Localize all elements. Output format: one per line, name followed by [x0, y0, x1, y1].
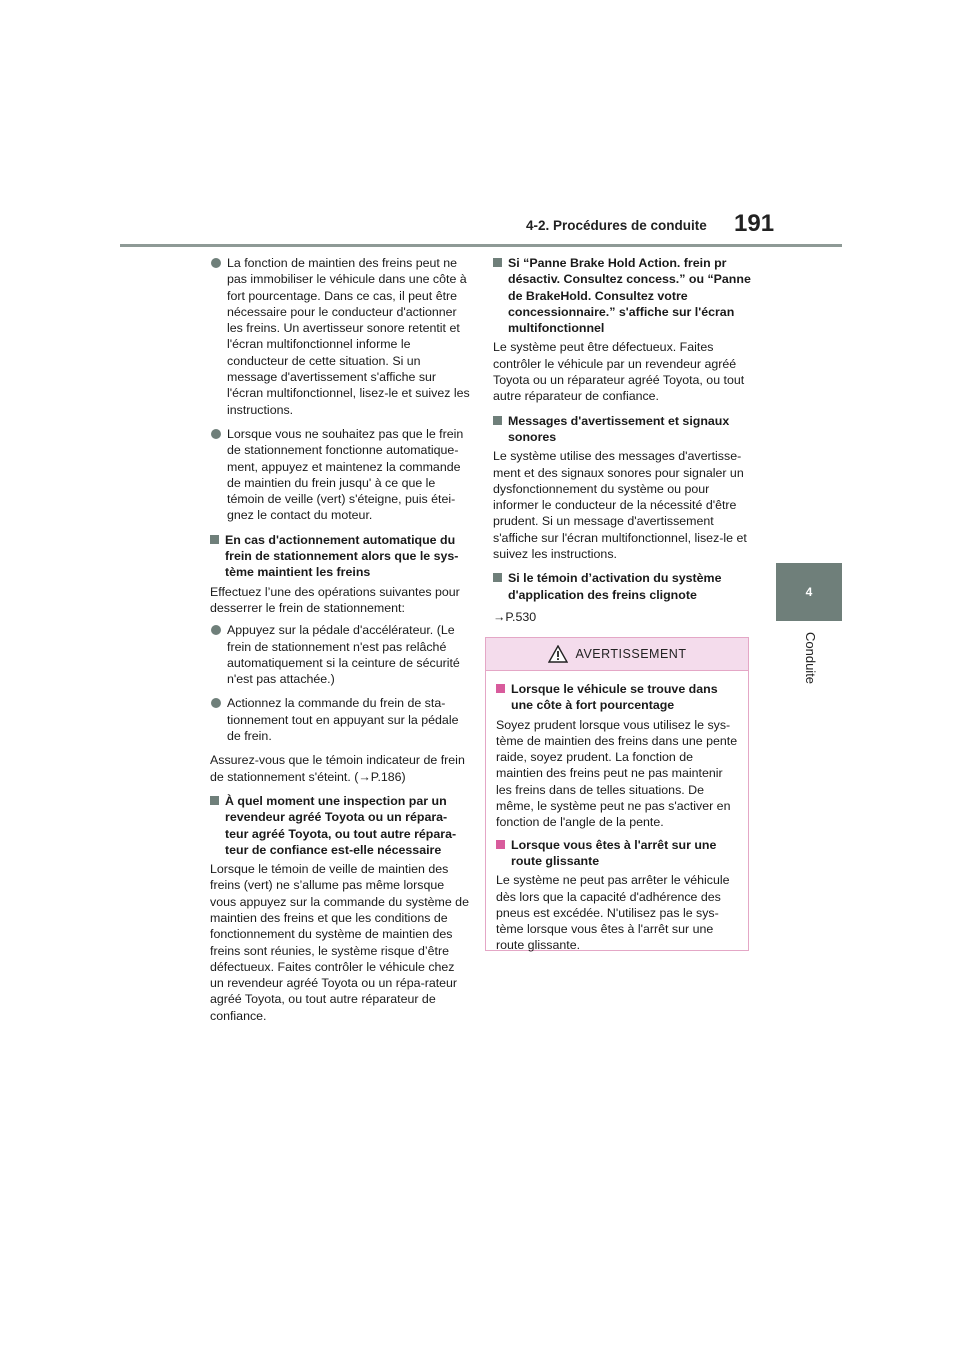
- square-bullet-icon: [496, 684, 505, 693]
- bullet-item: [210, 426, 470, 524]
- warning-title: AVERTISSEMENT: [575, 646, 687, 661]
- warning-triangle-icon: [548, 645, 568, 663]
- bullet-dot-icon: [211, 429, 221, 439]
- paragraph: Le système utilise des messages d'avertisse-ment et des signaux sonores pour signaler un dysfonctionnement du système ou pour informer le conducteur de la nécessité d'être prudent. Si un message d'avertissement s'affiche sur l'écran multifonctionnel, lisez-le et suivez les instructions.: [493, 449, 747, 562]
- bullet-dot-icon: [211, 698, 221, 708]
- header-divider: [120, 244, 842, 247]
- bullet-text: La fonction de maintien des freins peut ne pas immobiliser le véhicule dans une côte à fort pourcentage. Dans ce cas, il peut être nécessaire pour le conducteur d'actionner les freins. Un avertisseur sonore retentit et l'écran multifonctionnel informe le conducteur de cette situation. Si un message d'avertissement s'affiche sur l'écran multifonctionnel, lisez-le et suivez les instructions.: [227, 256, 470, 417]
- square-bullet-icon: [493, 573, 502, 582]
- heading-text: Lorsque vous êtes à l'arrêt sur une route glissante: [511, 837, 717, 868]
- bullet-dot-icon: [211, 258, 221, 268]
- heading-text: Si le témoin d’activation du système d'application des freins clignote: [508, 571, 722, 602]
- heading-text: Si “Panne Brake Hold Action. frein pr désactiv. Consultez concess.” ou “Panne de BrakeHold. Consultez votre concessionnaire.” s'affiche sur l'écran multifonctionnel: [508, 256, 751, 336]
- square-bullet-icon: [493, 416, 502, 425]
- warning-box: [485, 637, 749, 951]
- page-number: 191: [734, 210, 775, 237]
- bullet-item: [210, 255, 470, 418]
- paragraph: Effectuez l’une des opérations suivantes pour desserrer le frein de stationnement:: [210, 584, 460, 615]
- heading-text: En cas d'actionnement automatique du frein de stationnement alors que le sys-tème maintient les freins: [225, 532, 459, 580]
- heading-text: Messages d'avertissement et signaux sonores: [508, 413, 730, 444]
- heading-text: Lorsque le véhicule se trouve dans une côte à fort pourcentage: [511, 682, 718, 713]
- bullet-item: [210, 695, 470, 744]
- section-heading: [493, 570, 753, 603]
- warning-heading: [496, 681, 739, 714]
- warning-heading: [496, 837, 739, 870]
- paragraph: Assurez-vous que le témoin indicateur de frein de stationnement s'éteint. (→P.186): [210, 753, 465, 784]
- bullet-text: Lorsque vous ne souhaitez pas que le frein de stationnement fonctionne automatique-ment, appuyez et maintenez la commande de maintien du frein jusqu' à ce que le témoin de veille (vert) s'éteigne, puis étei-gnez le contact du moteur.: [227, 426, 464, 523]
- right-column: [493, 255, 753, 625]
- chapter-label: Conduite: [803, 632, 818, 685]
- square-bullet-icon: [496, 840, 505, 849]
- bullet-text: Actionnez la commande du frein de sta-tionnement tout en appuyant sur la pédale de frein.: [227, 696, 459, 744]
- section-heading: [493, 413, 753, 446]
- paragraph: Le système peut être défectueux. Faites contrôler le véhicule par un revendeur agréé Toyota ou un réparateur agréé Toyota, ou tout autre réparateur de confiance.: [493, 340, 745, 404]
- paragraph: Le système ne peut pas arrêter le véhicule dès lors que la capacité d'adhérence des pneus est excédée. N'utilisez pas le sys-tème lorsque vous êtes à l'arrêt sur une route glissante.: [496, 873, 730, 953]
- section-heading: [493, 255, 753, 336]
- square-bullet-icon: [210, 535, 219, 544]
- square-bullet-icon: [210, 796, 219, 805]
- bullet-text: Appuyez sur la pédale d'accélérateur. (Le frein de stationnement n'est pas relâché automatiquement si la ceinture de sécurité n'est pas attachée.): [227, 623, 460, 687]
- section-heading: [210, 793, 470, 858]
- paragraph: Soyez prudent lorsque vous utilisez le sys-tème de maintien des freins dans une pente raide, soyez prudent. La fonction de maintien des freins peut ne pas maintenir les freins dans de telles situations. De même, le système peut ne pas s'activer en fonction de l'angle de la pente.: [496, 717, 738, 830]
- left-column: [210, 255, 470, 1030]
- paragraph: Lorsque le témoin de veille de maintien des freins (vert) ne s’allume pas même lorsque vous appuyez sur la commande du système de maintien des freins et que les conditions de fonctionnement du système de maintien des freins sont réunies, le système risque d’être défectueux. Faites contrôler le véhicule chez un revendeur agréé Toyota ou un répa-rateur agréé Toyota, ou tout autre réparateur de confiance.: [210, 862, 469, 1023]
- warning-body: [486, 671, 748, 954]
- chapter-number: 4: [805, 585, 813, 599]
- chapter-tab[interactable]: [776, 563, 842, 621]
- square-bullet-icon: [493, 258, 502, 267]
- bullet-item: [210, 622, 470, 687]
- section-title: 4-2. Procédures de conduite: [526, 218, 707, 233]
- bullet-dot-icon: [211, 625, 221, 635]
- section-heading: [210, 532, 470, 581]
- warning-header: [486, 638, 748, 671]
- page-reference-link[interactable]: →P.530: [493, 609, 537, 624]
- heading-text: À quel moment une inspection par un revendeur agréé Toyota ou un répara-teur agréé Toyota, ou tout autre répara-teur de confiance est-elle nécessaire: [225, 793, 457, 857]
